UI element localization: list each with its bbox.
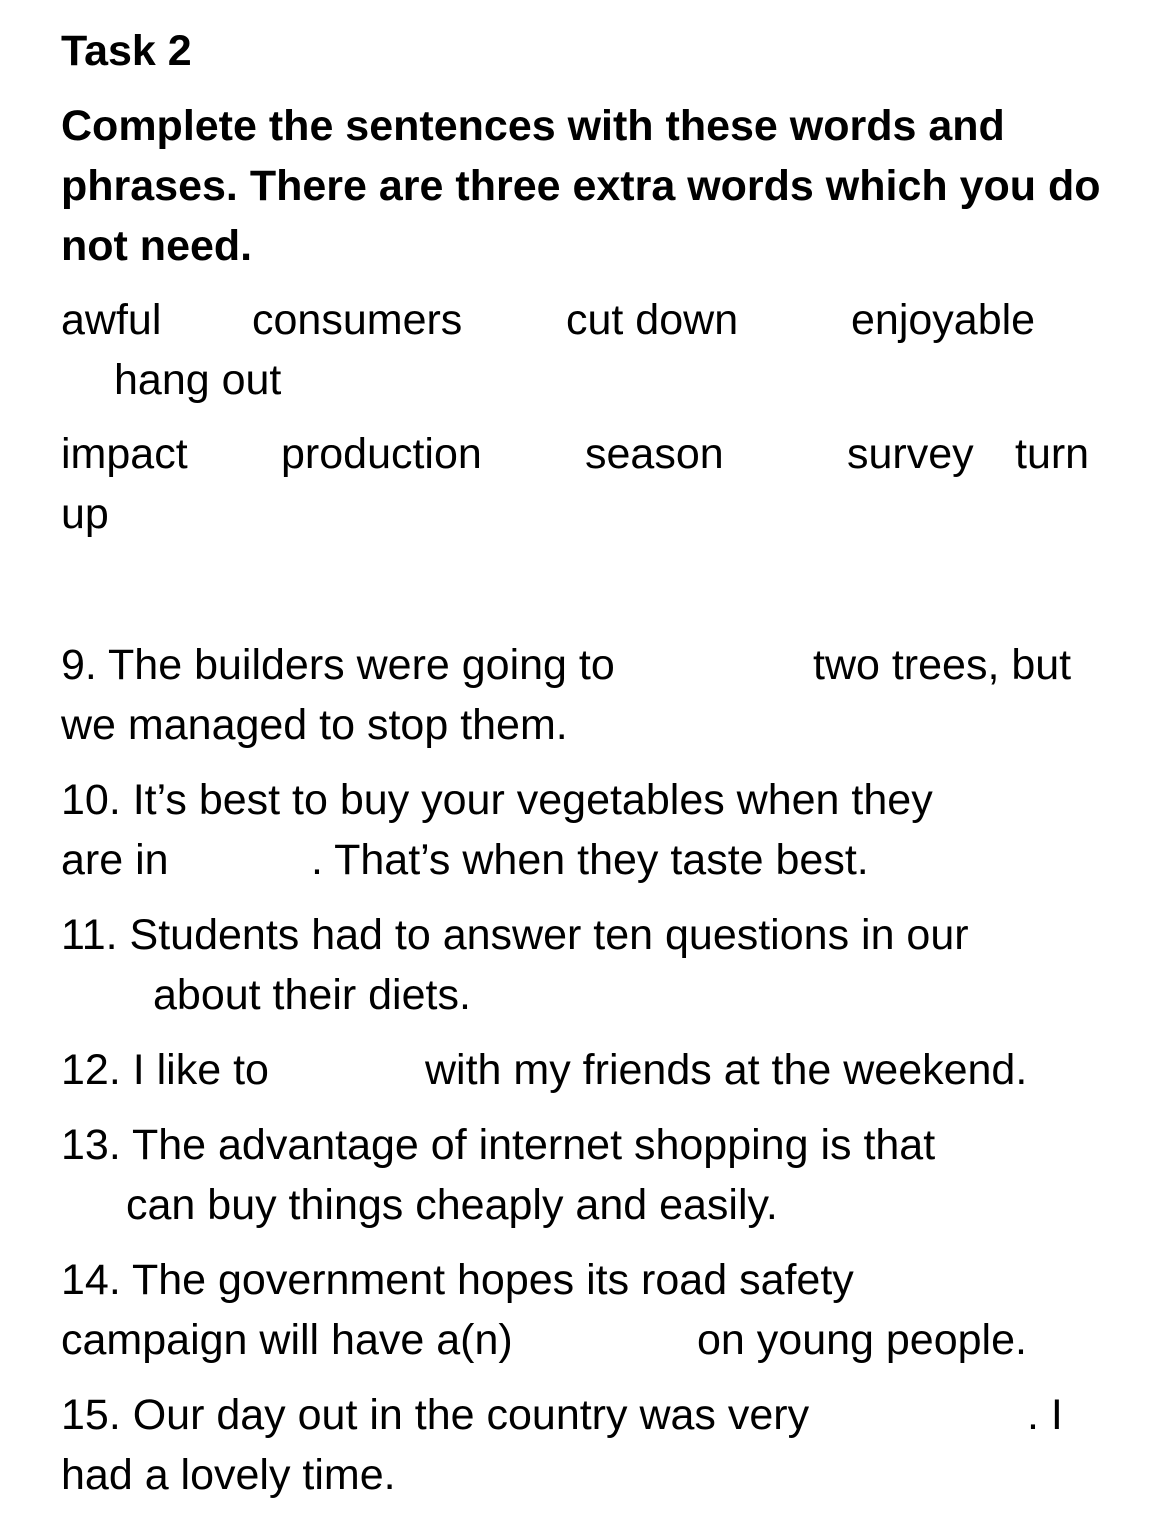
word-bank-line-1: [61, 290, 1121, 410]
word-bank-item: cut down: [566, 296, 739, 344]
task-instructions: Complete the sentences with these words and phrases. There are three extra words which you do not need.: [61, 102, 1101, 270]
sentence-text: campaign will have a(n): [61, 1316, 513, 1364]
word-bank-item: awful: [61, 296, 162, 344]
sentence-10: [61, 770, 1121, 890]
sentence-text: can buy things cheaply and easily.: [126, 1181, 778, 1229]
sentence-15: [61, 1385, 1121, 1505]
sentence-text: with my friends at the weekend.: [425, 1046, 1028, 1094]
word-bank-line-2: [61, 424, 1121, 544]
sentence-text: about their diets.: [153, 971, 471, 1019]
sentence-text: 10. It’s best to buy your vegetables when they: [61, 776, 933, 824]
sentence-text: . I: [1027, 1391, 1063, 1439]
sentence-text: 13. The advantage of internet shopping is that: [61, 1121, 936, 1169]
sentence-9: [61, 635, 1121, 755]
task-title: Task 2: [61, 27, 192, 75]
word-bank-item: enjoyable: [851, 296, 1036, 344]
sentence-text: 9. The builders were going to: [61, 641, 615, 689]
sentence-text: 15. Our day out in the country was very: [61, 1391, 810, 1439]
sentence-text: on young people.: [697, 1316, 1027, 1364]
sentence-text: 14. The government hopes its road safety: [61, 1256, 854, 1304]
word-bank-item: hang out: [114, 356, 282, 404]
word-bank-item: season: [585, 430, 724, 478]
sentence-text: two trees, but: [813, 641, 1072, 689]
word-bank-item: survey: [847, 430, 974, 478]
word-bank-item: production: [281, 430, 482, 478]
sentence-text: are in: [61, 836, 169, 884]
sentence-13: [61, 1115, 1121, 1235]
sentence-11: [61, 905, 1121, 1025]
word-bank-item: consumers: [252, 296, 463, 344]
sentence-text: 11. Students had to answer ten questions in our: [61, 911, 969, 959]
sentence-text: had a lovely time.: [61, 1451, 396, 1499]
word-bank-item: turn: [1015, 430, 1090, 478]
sentence-14: [61, 1250, 1121, 1370]
sentence-text: 12. I like to: [61, 1046, 269, 1094]
word-bank-item: impact: [61, 430, 188, 478]
sentence-text: we managed to stop them.: [61, 701, 568, 749]
sentence-text: . That’s when they taste best.: [311, 836, 869, 884]
word-bank-item: up: [61, 490, 109, 538]
